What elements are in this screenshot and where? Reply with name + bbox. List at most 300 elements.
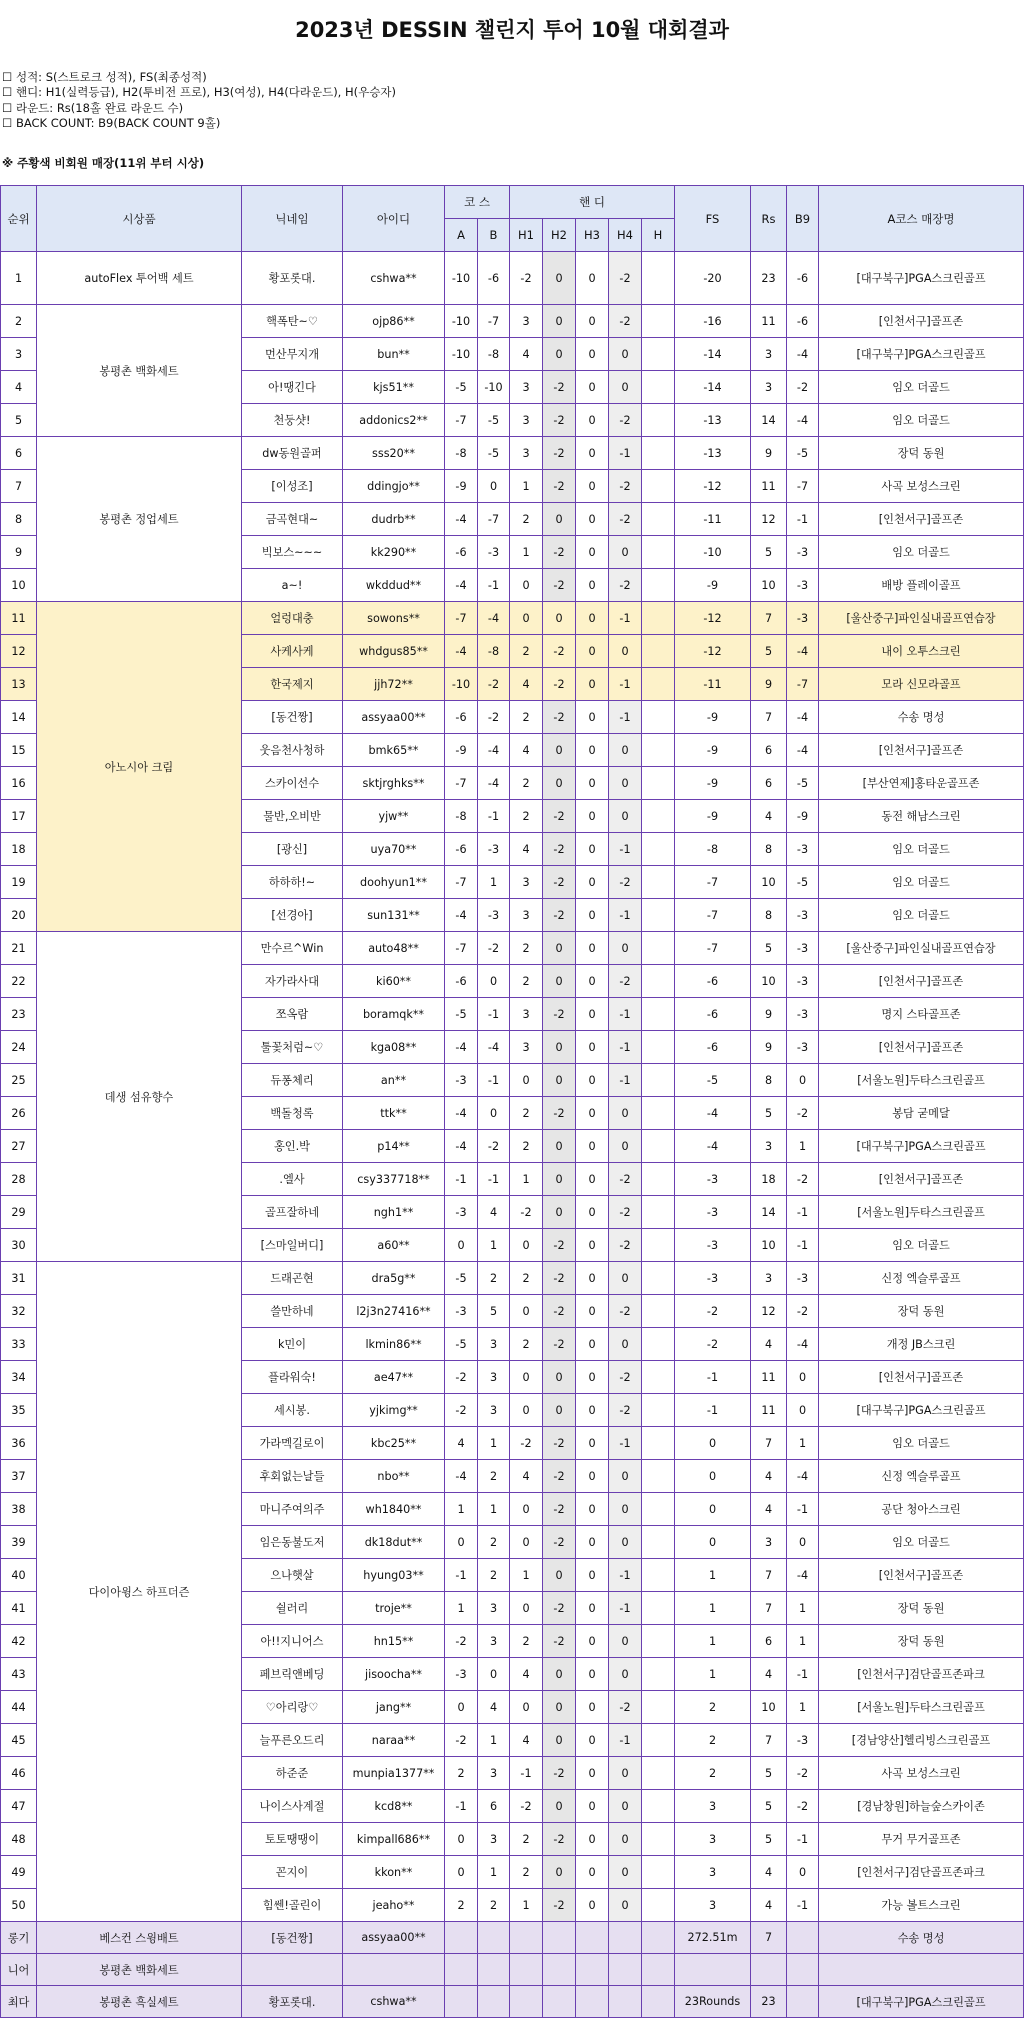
store-cell: [대구북구]PGA스크린골프: [819, 252, 1024, 305]
h1-cell: 0: [510, 1691, 543, 1724]
h3-cell: 0: [576, 668, 609, 701]
store-cell: [인천서구]골프존: [819, 503, 1024, 536]
course-b-cell: 4: [478, 1196, 510, 1229]
h2-cell: -2: [543, 569, 576, 602]
h2-cell: 0: [543, 1064, 576, 1097]
b9-cell: -7: [787, 668, 819, 701]
fs-cell: -12: [675, 602, 751, 635]
award-empty-cell: [445, 1986, 478, 2018]
award-label-cell: 최다: [1, 1986, 37, 2018]
b9-cell: 1: [787, 1691, 819, 1724]
h2-cell: -2: [543, 668, 576, 701]
course-b-cell: 1: [478, 1724, 510, 1757]
id-cell: l2j3n27416**: [343, 1295, 445, 1328]
rs-cell: 5: [751, 1097, 787, 1130]
fs-cell: -6: [675, 998, 751, 1031]
h-cell: [642, 866, 675, 899]
id-cell: yjw**: [343, 800, 445, 833]
fs-cell: -9: [675, 800, 751, 833]
fs-cell: -4: [675, 1097, 751, 1130]
h-cell: [642, 1097, 675, 1130]
h-cell: [642, 1889, 675, 1922]
rs-cell: 10: [751, 965, 787, 998]
course-a-cell: 2: [445, 1889, 478, 1922]
award-prize-cell: 봉평촌 백화세트: [37, 1954, 242, 1986]
h4-cell: 0: [609, 1097, 642, 1130]
award-empty-cell: [510, 1986, 543, 2018]
h1-cell: 3: [510, 371, 543, 404]
b9-cell: 1: [787, 1625, 819, 1658]
b9-cell: -5: [787, 866, 819, 899]
h3-cell: 0: [576, 1526, 609, 1559]
course-b-cell: -1: [478, 1064, 510, 1097]
h4-cell: -1: [609, 1427, 642, 1460]
nickname-cell: dw동원골퍼: [242, 437, 343, 470]
course-b-cell: 3: [478, 1328, 510, 1361]
store-cell: [경남창원]하늘숲스카이존: [819, 1790, 1024, 1823]
h4-cell: 0: [609, 1526, 642, 1559]
table-row: [1, 437, 1024, 470]
legend: [2, 70, 396, 131]
h-cell: [642, 833, 675, 866]
nickname-cell: .엘사: [242, 1163, 343, 1196]
h4-cell: -1: [609, 602, 642, 635]
h4-cell: 0: [609, 1460, 642, 1493]
h3-cell: 0: [576, 1394, 609, 1427]
nickname-cell: 스카이선수: [242, 767, 343, 800]
h-cell: [642, 1361, 675, 1394]
h2-cell: 0: [543, 1658, 576, 1691]
header-rank: 순위: [1, 186, 37, 252]
h-cell: [642, 899, 675, 932]
rank-cell: 7: [1, 470, 37, 503]
h3-cell: 0: [576, 833, 609, 866]
b9-cell: -4: [787, 1328, 819, 1361]
h4-cell: 0: [609, 1757, 642, 1790]
store-cell: 무거 무거골프존: [819, 1823, 1024, 1856]
course-a-cell: -6: [445, 536, 478, 569]
header-handicap: 핸 디: [510, 186, 675, 219]
header-store: A코스 매장명: [819, 186, 1024, 252]
h3-cell: 0: [576, 1460, 609, 1493]
h4-cell: -2: [609, 1691, 642, 1724]
store-cell: [인천서구]검단골프존파크: [819, 1658, 1024, 1691]
nickname-cell: [선경아]: [242, 899, 343, 932]
course-b-cell: -5: [478, 437, 510, 470]
h-cell: [642, 1196, 675, 1229]
store-cell: 임오 더골드: [819, 1526, 1024, 1559]
nickname-cell: 페브릭앤베딩: [242, 1658, 343, 1691]
rank-cell: 47: [1, 1790, 37, 1823]
rs-cell: 14: [751, 404, 787, 437]
b9-cell: 0: [787, 1394, 819, 1427]
award-record-cell: 23Rounds: [675, 1986, 751, 2018]
rs-cell: 8: [751, 833, 787, 866]
course-a-cell: -4: [445, 503, 478, 536]
course-a-cell: -10: [445, 338, 478, 371]
store-cell: [인천서구]골프존: [819, 734, 1024, 767]
fs-cell: -1: [675, 1361, 751, 1394]
rank-cell: 48: [1, 1823, 37, 1856]
course-a-cell: -3: [445, 1064, 478, 1097]
course-b-cell: 1: [478, 866, 510, 899]
h3-cell: 0: [576, 1823, 609, 1856]
table-row: [1, 602, 1024, 635]
h2-cell: 0: [543, 1691, 576, 1724]
nickname-cell: 나이스사계절: [242, 1790, 343, 1823]
rank-cell: 1: [1, 252, 37, 305]
b9-cell: 0: [787, 1064, 819, 1097]
h2-cell: 0: [543, 734, 576, 767]
h1-cell: 0: [510, 1493, 543, 1526]
h3-cell: 0: [576, 305, 609, 338]
h4-cell: -1: [609, 668, 642, 701]
store-cell: 임오 더골드: [819, 371, 1024, 404]
rs-cell: 5: [751, 932, 787, 965]
h1-cell: 1: [510, 1889, 543, 1922]
b9-cell: -1: [787, 1493, 819, 1526]
course-a-cell: -5: [445, 371, 478, 404]
h1-cell: 1: [510, 470, 543, 503]
award-label-cell: 니어: [1, 1954, 37, 1986]
rank-cell: 12: [1, 635, 37, 668]
h3-cell: 0: [576, 1757, 609, 1790]
course-b-cell: -3: [478, 833, 510, 866]
rank-cell: 42: [1, 1625, 37, 1658]
store-cell: 임오 더골드: [819, 536, 1024, 569]
rank-cell: 34: [1, 1361, 37, 1394]
fs-cell: 1: [675, 1592, 751, 1625]
course-a-cell: 0: [445, 1229, 478, 1262]
rank-cell: 11: [1, 602, 37, 635]
fs-cell: -13: [675, 404, 751, 437]
h-cell: [642, 1064, 675, 1097]
h-cell: [642, 1229, 675, 1262]
id-cell: nbo**: [343, 1460, 445, 1493]
h1-cell: 0: [510, 1064, 543, 1097]
nickname-cell: 얼렁대충: [242, 602, 343, 635]
course-b-cell: 3: [478, 1823, 510, 1856]
h2-cell: 0: [543, 1130, 576, 1163]
nickname-cell: 툴꽃처럼~♡: [242, 1031, 343, 1064]
h-cell: [642, 1757, 675, 1790]
rs-cell: 4: [751, 1856, 787, 1889]
nickname-cell: 드래곤현: [242, 1262, 343, 1295]
store-cell: 임오 더골드: [819, 1229, 1024, 1262]
rank-cell: 13: [1, 668, 37, 701]
h3-cell: 0: [576, 1031, 609, 1064]
nickname-cell: [이성조]: [242, 470, 343, 503]
id-cell: ttk**: [343, 1097, 445, 1130]
h1-cell: 2: [510, 932, 543, 965]
store-cell: [인천서구]골프존: [819, 1163, 1024, 1196]
rank-cell: 3: [1, 338, 37, 371]
nickname-cell: 토토땡땡이: [242, 1823, 343, 1856]
h1-cell: 3: [510, 866, 543, 899]
b9-cell: -9: [787, 800, 819, 833]
h3-cell: 0: [576, 767, 609, 800]
id-cell: doohyun1**: [343, 866, 445, 899]
rank-cell: 8: [1, 503, 37, 536]
results-body: [1, 252, 1024, 2018]
rs-cell: 10: [751, 866, 787, 899]
h2-cell: -2: [543, 833, 576, 866]
h4-cell: -2: [609, 1361, 642, 1394]
h1-cell: 2: [510, 635, 543, 668]
store-cell: [울산중구]파인실내골프연습장: [819, 602, 1024, 635]
h3-cell: 0: [576, 1262, 609, 1295]
b9-cell: -1: [787, 1658, 819, 1691]
award-store-cell: [819, 1954, 1024, 1986]
nickname-cell: 자가라사대: [242, 965, 343, 998]
store-cell: 명지 스타골프존: [819, 998, 1024, 1031]
rs-cell: 3: [751, 1262, 787, 1295]
h2-cell: 0: [543, 1361, 576, 1394]
h3-cell: 0: [576, 635, 609, 668]
store-cell: [인천서구]골프존: [819, 305, 1024, 338]
h3-cell: 0: [576, 1163, 609, 1196]
rs-cell: 6: [751, 767, 787, 800]
h4-cell: 0: [609, 338, 642, 371]
h-cell: [642, 1691, 675, 1724]
rs-cell: 18: [751, 1163, 787, 1196]
fs-cell: -14: [675, 371, 751, 404]
h3-cell: 0: [576, 1493, 609, 1526]
id-cell: uya70**: [343, 833, 445, 866]
nickname-cell: 임은동불도저: [242, 1526, 343, 1559]
course-a-cell: -4: [445, 1097, 478, 1130]
h4-cell: 0: [609, 371, 642, 404]
store-cell: 동전 해남스크린: [819, 800, 1024, 833]
h3-cell: 0: [576, 1097, 609, 1130]
course-a-cell: -6: [445, 965, 478, 998]
nickname-cell: 만수르^Win: [242, 932, 343, 965]
store-cell: [서울노원]두타스크린골프: [819, 1691, 1024, 1724]
h2-cell: 0: [543, 1790, 576, 1823]
header-h3: H3: [576, 219, 609, 252]
h4-cell: 0: [609, 767, 642, 800]
h1-cell: 0: [510, 1295, 543, 1328]
award-prize-cell: 봉평촌 흑실세트: [37, 1986, 242, 2018]
store-cell: [부산연제]홍타운골프존: [819, 767, 1024, 800]
id-cell: dra5g**: [343, 1262, 445, 1295]
award-nickname-cell: 황포롯대.: [242, 1986, 343, 2018]
course-a-cell: 0: [445, 1526, 478, 1559]
page-title: 2023년 DESSIN 챌린지 투어 10월 대회결과: [295, 18, 729, 42]
h-cell: [642, 1130, 675, 1163]
h3-cell: 0: [576, 602, 609, 635]
b9-cell: -2: [787, 1295, 819, 1328]
store-cell: [울산중구]파인실내골프연습장: [819, 932, 1024, 965]
rs-cell: 9: [751, 998, 787, 1031]
rs-cell: 10: [751, 1229, 787, 1262]
h-cell: [642, 1592, 675, 1625]
header-b: B: [478, 219, 510, 252]
course-a-cell: -10: [445, 668, 478, 701]
nickname-cell: 빅보스~~~: [242, 536, 343, 569]
prize-cell: 봉평촌 백화세트: [37, 305, 242, 437]
course-b-cell: 3: [478, 1757, 510, 1790]
rs-cell: 7: [751, 1427, 787, 1460]
h3-cell: 0: [576, 1625, 609, 1658]
id-cell: cshwa**: [343, 252, 445, 305]
store-cell: 장덕 동원: [819, 1592, 1024, 1625]
nickname-cell: 먼산무지개: [242, 338, 343, 371]
h2-cell: 0: [543, 1031, 576, 1064]
fs-cell: -12: [675, 635, 751, 668]
course-b-cell: 0: [478, 965, 510, 998]
header-id: 아이디: [343, 186, 445, 252]
rank-cell: 10: [1, 569, 37, 602]
fs-cell: -3: [675, 1262, 751, 1295]
rs-cell: 11: [751, 470, 787, 503]
nickname-cell: 후회없는날들: [242, 1460, 343, 1493]
b9-cell: -1: [787, 503, 819, 536]
h1-cell: 0: [510, 1592, 543, 1625]
b9-cell: -6: [787, 252, 819, 305]
h1-cell: 0: [510, 602, 543, 635]
rs-cell: 11: [751, 305, 787, 338]
h2-cell: -2: [543, 1328, 576, 1361]
h4-cell: 0: [609, 1856, 642, 1889]
course-a-cell: -4: [445, 899, 478, 932]
store-cell: 장덕 동원: [819, 1295, 1024, 1328]
h-cell: [642, 338, 675, 371]
course-b-cell: 2: [478, 1262, 510, 1295]
rs-cell: 9: [751, 668, 787, 701]
store-cell: 신정 엑슬루골프: [819, 1460, 1024, 1493]
store-cell: [경남양산]헬리빙스크린골프: [819, 1724, 1024, 1757]
h4-cell: 0: [609, 734, 642, 767]
b9-cell: 1: [787, 1130, 819, 1163]
course-a-cell: -4: [445, 1031, 478, 1064]
rank-cell: 23: [1, 998, 37, 1031]
rs-cell: 9: [751, 437, 787, 470]
h2-cell: 0: [543, 1163, 576, 1196]
rs-cell: 11: [751, 1361, 787, 1394]
rs-cell: 4: [751, 1460, 787, 1493]
course-b-cell: 3: [478, 1361, 510, 1394]
rs-cell: 4: [751, 1493, 787, 1526]
header-prize: 시상품: [37, 186, 242, 252]
course-b-cell: -2: [478, 668, 510, 701]
b9-cell: -1: [787, 1196, 819, 1229]
course-a-cell: -2: [445, 1361, 478, 1394]
h1-cell: -2: [510, 1196, 543, 1229]
fs-cell: -4: [675, 1130, 751, 1163]
id-cell: munpia1377**: [343, 1757, 445, 1790]
store-cell: 장덕 동원: [819, 437, 1024, 470]
course-b-cell: 4: [478, 1691, 510, 1724]
rank-cell: 26: [1, 1097, 37, 1130]
course-b-cell: 2: [478, 1889, 510, 1922]
h3-cell: 0: [576, 1130, 609, 1163]
h2-cell: 0: [543, 767, 576, 800]
rs-cell: 14: [751, 1196, 787, 1229]
course-b-cell: 2: [478, 1559, 510, 1592]
fs-cell: -8: [675, 833, 751, 866]
fs-cell: 3: [675, 1790, 751, 1823]
rank-cell: 14: [1, 701, 37, 734]
h2-cell: -2: [543, 404, 576, 437]
h-cell: [642, 767, 675, 800]
h3-cell: 0: [576, 1691, 609, 1724]
h-cell: [642, 1658, 675, 1691]
store-cell: 임오 더골드: [819, 1427, 1024, 1460]
course-b-cell: 3: [478, 1394, 510, 1427]
h1-cell: -1: [510, 1757, 543, 1790]
h-cell: [642, 734, 675, 767]
h4-cell: 0: [609, 1658, 642, 1691]
fs-cell: -3: [675, 1229, 751, 1262]
h1-cell: 2: [510, 1328, 543, 1361]
rank-cell: 15: [1, 734, 37, 767]
rank-cell: 27: [1, 1130, 37, 1163]
nickname-cell: 늘푸른오드리: [242, 1724, 343, 1757]
h2-cell: 0: [543, 252, 576, 305]
course-a-cell: 0: [445, 1823, 478, 1856]
h-cell: [642, 1460, 675, 1493]
fs-cell: -20: [675, 252, 751, 305]
h-cell: [642, 1262, 675, 1295]
nickname-cell: 홍인.박: [242, 1130, 343, 1163]
course-b-cell: 6: [478, 1790, 510, 1823]
fs-cell: -6: [675, 1031, 751, 1064]
rank-cell: 16: [1, 767, 37, 800]
award-label-cell: 롱기: [1, 1922, 37, 1954]
header-fs: FS: [675, 186, 751, 252]
id-cell: kk290**: [343, 536, 445, 569]
award-empty-cell: [576, 1922, 609, 1954]
rank-cell: 18: [1, 833, 37, 866]
h4-cell: -2: [609, 1196, 642, 1229]
fs-cell: 0: [675, 1493, 751, 1526]
id-cell: whdgus85**: [343, 635, 445, 668]
nickname-cell: 세시봉.: [242, 1394, 343, 1427]
h2-cell: -2: [543, 1625, 576, 1658]
h4-cell: -2: [609, 569, 642, 602]
h4-cell: 0: [609, 536, 642, 569]
nickname-cell: 아!!지니어스: [242, 1625, 343, 1658]
course-a-cell: 4: [445, 1427, 478, 1460]
header-a: A: [445, 219, 478, 252]
h3-cell: 0: [576, 1724, 609, 1757]
course-b-cell: -6: [478, 252, 510, 305]
course-b-cell: -8: [478, 338, 510, 371]
course-a-cell: -1: [445, 1790, 478, 1823]
course-b-cell: 1: [478, 1856, 510, 1889]
nickname-cell: 웃음천사청하: [242, 734, 343, 767]
rs-cell: 7: [751, 1592, 787, 1625]
rs-cell: 4: [751, 1889, 787, 1922]
h4-cell: -1: [609, 1064, 642, 1097]
rs-cell: 3: [751, 1526, 787, 1559]
rank-cell: 36: [1, 1427, 37, 1460]
h-cell: [642, 1559, 675, 1592]
course-a-cell: -5: [445, 1262, 478, 1295]
h1-cell: 0: [510, 1229, 543, 1262]
course-b-cell: -4: [478, 602, 510, 635]
h2-cell: -2: [543, 1262, 576, 1295]
store-cell: 임오 더골드: [819, 404, 1024, 437]
h1-cell: 2: [510, 767, 543, 800]
b9-cell: -3: [787, 1724, 819, 1757]
legend-round: ☐ 라운드: Rs(18홀 완료 라운드 수): [2, 100, 184, 115]
id-cell: kga08**: [343, 1031, 445, 1064]
award-empty-cell: [787, 1922, 819, 1954]
award-nickname-cell: [동건짱]: [242, 1922, 343, 1954]
rank-cell: 33: [1, 1328, 37, 1361]
